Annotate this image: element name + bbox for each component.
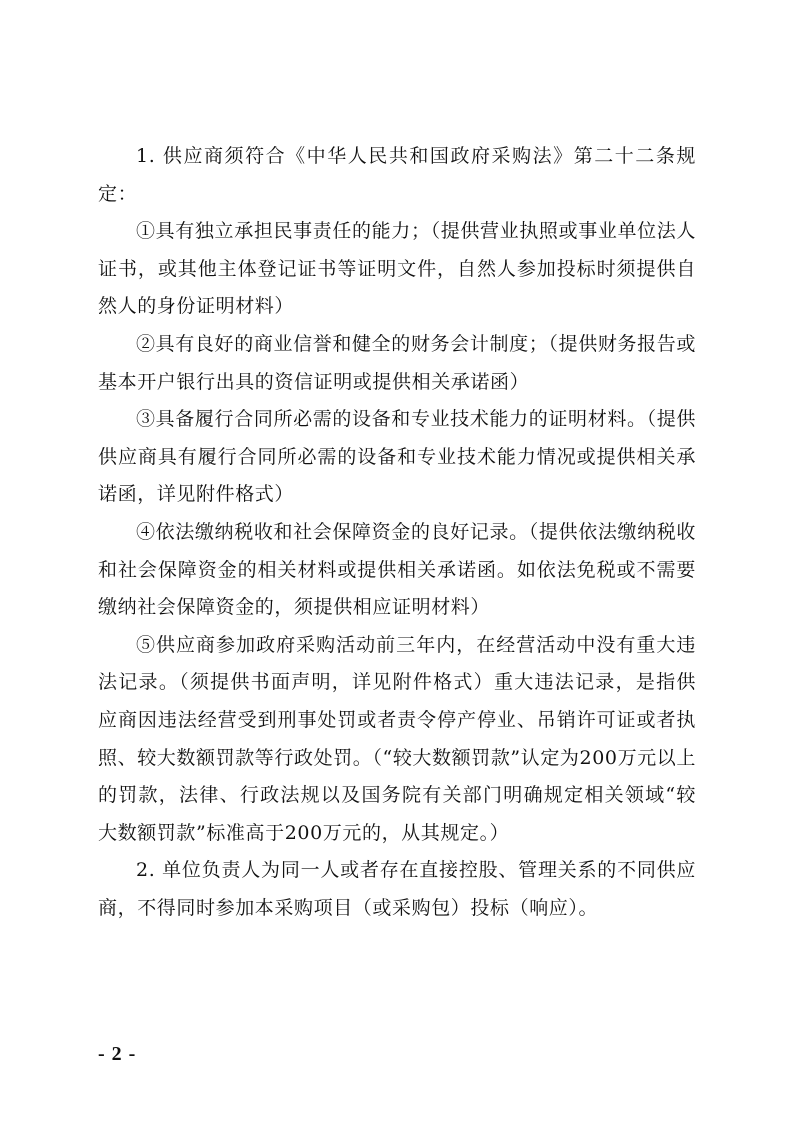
paragraph-same-responsible-person: 2. 单位负责人为同一人或者存在直接控股、管理关系的不同供应商，不得同时参加本采购项目（或采购包）投标（响应）。 <box>98 859 696 919</box>
document-body <box>98 138 696 927</box>
paragraph-civil-liability: ①具有独立承担民事责任的能力；（提供营业执照或事业单位法人证书，或其他主体登记证书等证明文件，自然人参加投标时须提供自然人的身份证明材料） <box>98 220 696 318</box>
paragraph-tax-social-security: ④依法缴纳税收和社会保障资金的良好记录。（提供依法缴纳税收和社会保障资金的相关材料或提供相关承诺函。如依法免税或不需要缴纳社会保障资金的，须提供相应证明材料） <box>98 520 696 619</box>
paragraph-no-major-violations: ⑤供应商参加政府采购活动前三年内，在经营活动中没有重大违法记录。（须提供书面声明，详见附件格式）重大违法记录，是指供应商因违法经营受到刑事处罚或者责令停产停业、吊销许可证或者执照、较大数额罚款等行政处罚。（“较大数额罚款”认定为200万元以上的罚款，法律、行政法规以及国务院有关部门明确规定相关领域“较大数额罚款”标准高于200万元的，从其规定。） <box>98 633 696 844</box>
paragraph-equipment-capability: ③具备履行合同所必需的设备和专业技术能力的证明材料。（提供供应商具有履行合同所必需的设备和专业技术能力情况或提供相关承诺函，详见附件格式） <box>98 408 696 506</box>
paragraph-financial-system: ②具有良好的商业信誉和健全的财务会计制度；（提供财务报告或基本开户银行出具的资信证明或提供相关承诺函） <box>98 332 696 393</box>
paragraph-supplier-requirements: 1. 供应商须符合《中华人民共和国政府采购法》第二十二条规定： <box>98 145 696 205</box>
page-number: - 2 - <box>98 1043 137 1065</box>
